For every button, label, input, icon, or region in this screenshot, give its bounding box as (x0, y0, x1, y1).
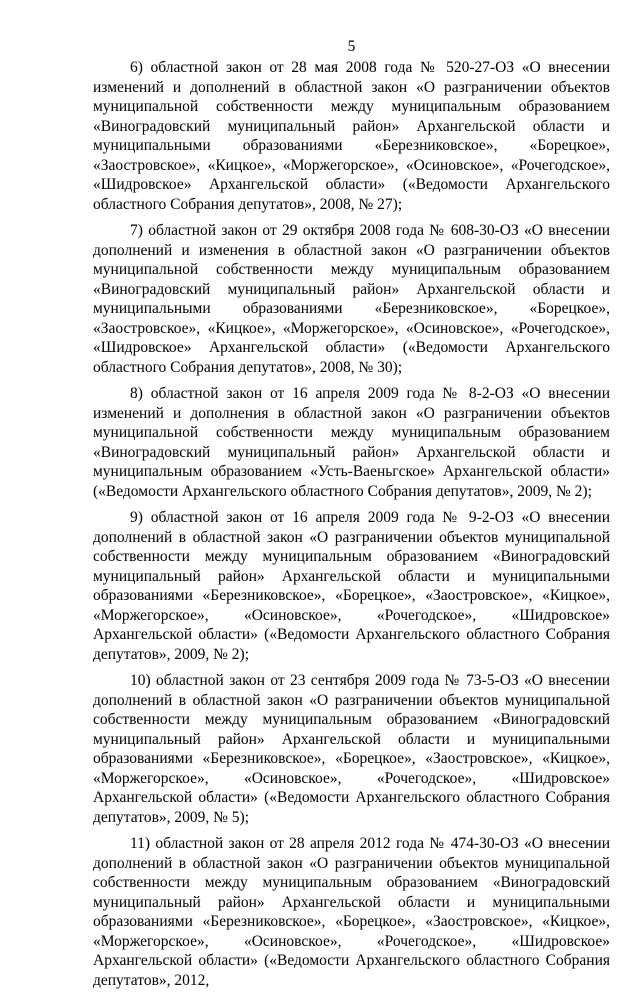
law-item-8: 8) областной закон от 16 апреля 2009 года № 8-2-ОЗ «О внесении изменений и дополнения в областной закон «О разграничении объектов муниципальной собственности между муниципальным образованием «Виноградовский муниципальный район» Архангельской области и муниципальным образованием «Усть-Ваеньгское» Архангельской области» («Ведомости Архангельского областного Собрания депутатов», 2009, № 2); (93, 385, 610, 500)
law-item-9: 9) областной закон от 16 апреля 2009 года № 9-2-ОЗ «О внесении дополнений в областной закон «О разграничении объектов муниципальной собственности между муниципальным образованием «Виноградовский муниципальный район» Архангельской области и муниципальными образованиями «Березниковское», «Борецкое», «Заостровское», «Кицкое», «Моржегорское», «Осиновское», «Рочегодское», «Шидровское» Архангельской области» («Ведомости Архангельского областного Собрания депутатов», 2009, № 2); (93, 509, 610, 663)
law-item-6: 6) областной закон от 28 мая 2008 года № 520-27-ОЗ «О внесении изменений и дополнений в областной закон «О разграничении объектов муниципальной собственности между муниципальным образованием «Виноградовский муниципальный район» Архангельской области и муниципальными образованиями «Березниковское», «Борецкое», «Заостровское», «Кицкое», «Моржегорское», «Осиновское», «Рочегодское», «Шидровское» Архангельской области» («Ведомости Архангельского областного Собрания депутатов», 2008, № 27); (93, 59, 610, 213)
document-page (93, 37, 610, 997)
law-item-11: 11) областной закон от 28 апреля 2012 года № 474-30-ОЗ «О внесении дополнений в областной закон «О разграничении объектов муниципальной собственности между муниципальным образованием «Виноградовский муниципальный район» Архангельской области и муниципальными образованиями «Березниковское», «Борецкое», «Заостровское», «Кицкое», «Моржегорское», «Осиновское», «Рочегодское», «Шидровское» Архангельской области» («Ведомости Архангельского областного Собрания депутатов», 2012, (93, 835, 610, 989)
law-item-7: 7) областной закон от 29 октября 2008 года № 608-30-ОЗ «О внесении дополнений и изменения в областной закон «О разграничении объектов муниципальной собственности между муниципальным образованием «Виноградовский муниципальный район» Архангельской области и муниципальными образованиями «Березниковское», «Борецкое», «Заостровское», «Кицкое», «Моржегорское», «Осиновское», «Рочегодское», «Шидровское» Архангельской области» («Ведомости Архангельского областного Собрания депутатов», 2008, № 30); (93, 222, 610, 376)
law-list (93, 58, 610, 990)
law-item-10: 10) областной закон от 23 сентября 2009 года № 73-5-ОЗ «О внесении дополнений в областной закон «О разграничении объектов муниципальной собственности между муниципальным образованием «Виноградовский муниципальный район» Архангельской области и муниципальными образованиями «Березниковское», «Борецкое», «Заостровское», «Кицкое», «Моржегорское», «Осиновское», «Рочегодское», «Шидровское» Архангельской области» («Ведомости Архангельского областного Собрания депутатов», 2009, № 5); (93, 672, 610, 826)
page-number: 5 (347, 38, 356, 55)
